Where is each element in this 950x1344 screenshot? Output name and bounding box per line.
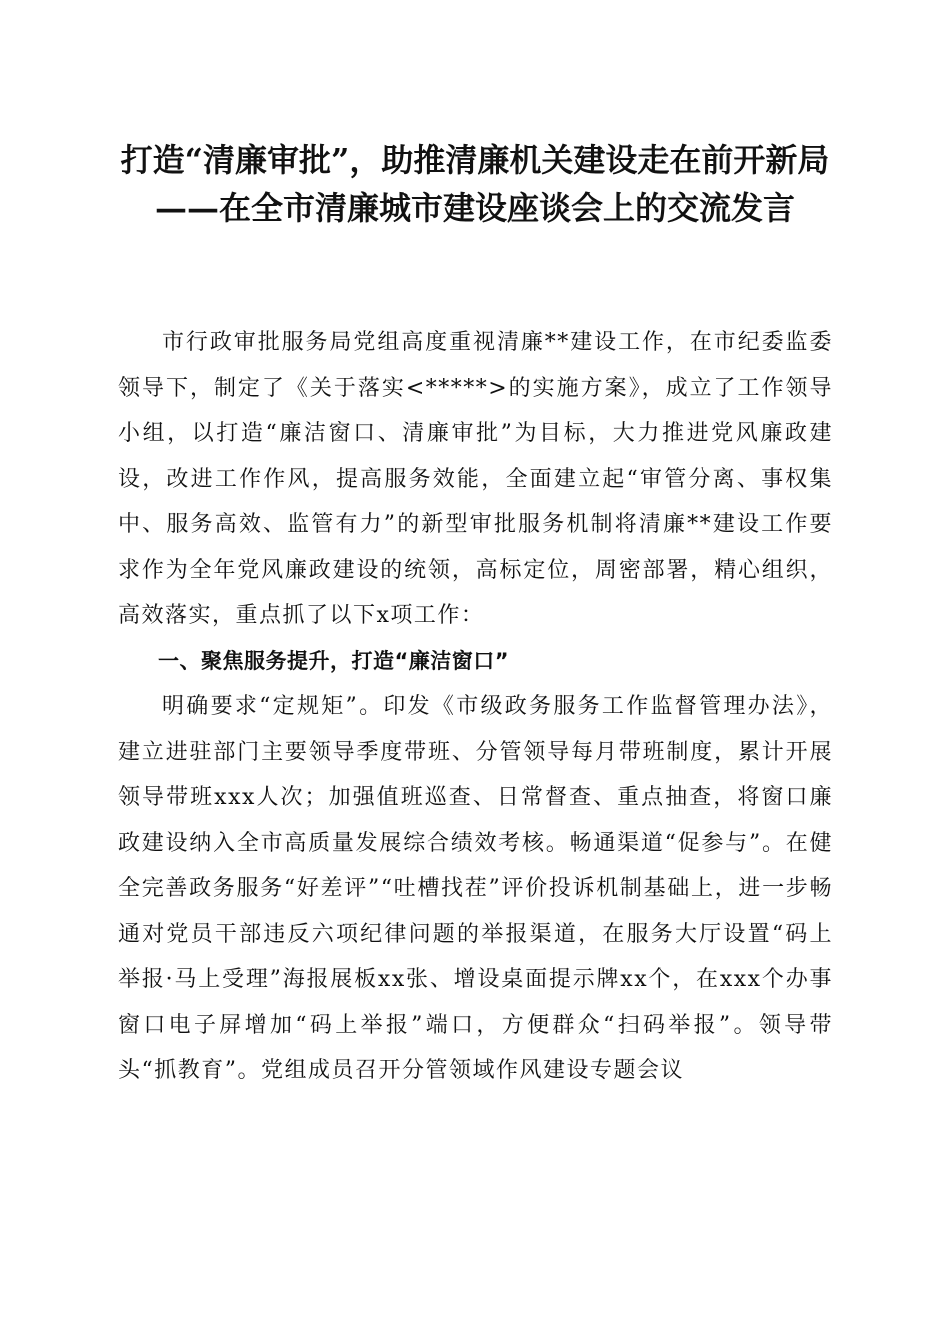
section-1-heading: 一、聚焦服务提升，打造“廉洁窗口” xyxy=(158,648,510,673)
intro-paragraph: 市行政审批服务局党组高度重视清廉**建设工作，在市纪委监委领导下，制定了《关于落实<*****>的实施方案》，成立了工作领导小组，以打造“廉洁窗口、清廉审批”为目标，大力推进党风廉政建设，改进工作作风，提高服务效能，全面建立起“审管分离、事权集中、服务高效、监管有力”的新型审批服务机制将清廉**建设工作要求作为全年党风廉政建设的统领，高标定位，周密部署，精心组织，高效落实，重点抓了以下x项工作： xyxy=(118,330,833,628)
document-body xyxy=(118,320,833,1094)
document-title: 打造“清廉审批”，助推清廉机关建设走在前开新局——在全市清廉城市建设座谈会上的交流发言 xyxy=(120,141,830,227)
section-1-paragraph: 明确要求“定规矩”。印发《市级政务服务工作监督管理办法》，建立进驻部门主要领导季度带班、分管领导每月带班制度，累计开展领导带班xxx人次；加强值班巡查、日常督查、重点抽查，将窗口廉政建设纳入全市高质量发展综合绩效考核。畅通渠道“促参与”。在健全完善政务服务“好差评”“吐槽找茬”评价投诉机制基础上，进一步畅通对党员干部违反六项纪律问题的举报渠道，在服务大厅设置“码上举报·马上受理”海报展板xx张、增设桌面提示牌xx个，在xxx个办事窗口电子屏增加“码上举报”端口，方便群众“扫码举报”。领导带头“抓教育”。党组成员召开分管领域作风建设专题会议 xyxy=(118,694,833,1083)
